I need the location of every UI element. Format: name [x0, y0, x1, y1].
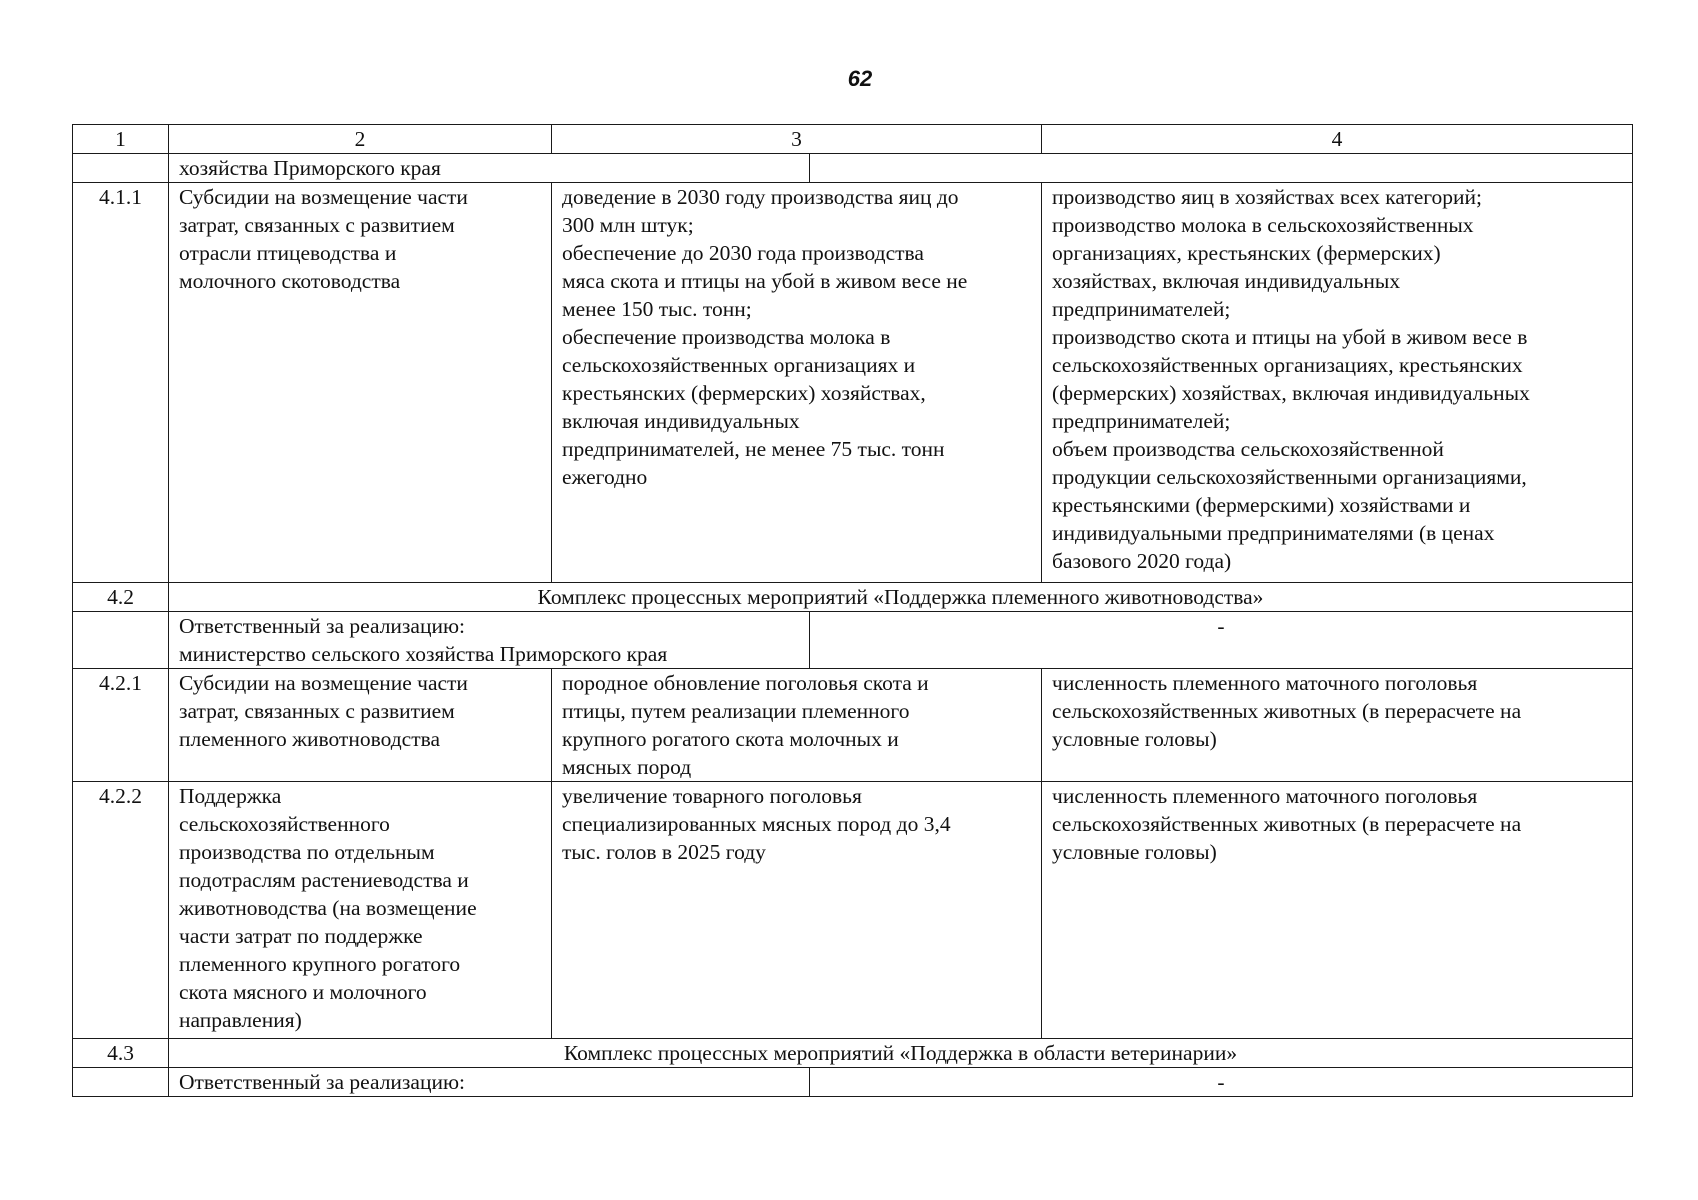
row-measure-name: Субсидии на возмещение части затрат, связанных с развитием племенного животноводства — [169, 669, 552, 782]
table-row — [73, 669, 1633, 782]
responsible-row-4-3 — [73, 1068, 1633, 1097]
row-number: 4.2.2 — [73, 782, 169, 1039]
responsible-num-cell — [73, 612, 169, 669]
section-title: Комплекс процессных мероприятий «Поддержка в области ветеринарии» — [169, 1039, 1633, 1068]
section-number: 4.3 — [73, 1039, 169, 1068]
continuation-num-cell — [73, 154, 169, 183]
row-goals: породное обновление поголовья скота и птицы, путем реализации племенного крупного рогатого скота молочных и мясных пород — [552, 669, 1042, 782]
responsible-value: - — [810, 612, 1633, 669]
responsible-num-cell — [73, 1068, 169, 1097]
responsible-row-4-2 — [73, 612, 1633, 669]
table-row — [73, 183, 1633, 583]
page-number — [0, 66, 1698, 92]
row-indicators: численность племенного маточного поголовья сельскохозяйственных животных (в перерасчете на условные головы) — [1042, 782, 1633, 1039]
section-row-4-2 — [73, 583, 1633, 612]
row-measure-name: Субсидии на возмещение части затрат, связанных с развитием отрасли птицеводства и молочного скотоводства — [169, 183, 552, 583]
row-indicators: численность племенного маточного поголовья сельскохозяйственных животных (в перерасчете на условные головы) — [1042, 669, 1633, 782]
measures-table — [72, 124, 1633, 1097]
section-number: 4.2 — [73, 583, 169, 612]
row-number: 4.1.1 — [73, 183, 169, 583]
responsible-value: - — [810, 1068, 1633, 1097]
column-header-4: 4 — [1042, 125, 1633, 154]
table-row — [73, 782, 1633, 1039]
table-row-continuation — [73, 154, 1633, 183]
continuation-empty-cell — [810, 154, 1633, 183]
row-indicators: производство яиц в хозяйствах всех категорий; производство молока в сельскохозяйственных организациях, крестьянских (фермерских) хозяйствах, включая индивидуальных предпринимателей; производство скота и птицы на убой в живом весе в сельскохозяйственных организациях, крестьянских (фермерских) хозяйствах, включая индивидуальных предпринимателей; объем производства сельскохозяйственной продукции сельскохозяйственными организациями, крестьянскими (фермерскими) хозяйствами и индивидуальными предпринимателями (в ценах базового 2020 года) — [1042, 183, 1633, 583]
section-title: Комплекс процессных мероприятий «Поддержка племенного животноводства» — [169, 583, 1633, 612]
column-header-1: 1 — [73, 125, 169, 154]
table-header-row — [73, 125, 1633, 154]
row-goals: доведение в 2030 году производства яиц до 300 млн штук; обеспечение до 2030 года производства мяса скота и птицы на убой в живом весе не менее 150 тыс. тонн; обеспечение производства молока в сельскохозяйственных организациях и крестьянских (фермерских) хозяйствах, включая индивидуальных предпринимателей, не менее 75 тыс. тонн ежегодно — [552, 183, 1042, 583]
column-header-3: 3 — [552, 125, 1042, 154]
row-goals: увеличение товарного поголовья специализированных мясных пород до 3,4 тыс. голов в 2025 году — [552, 782, 1042, 1039]
continuation-text: хозяйства Приморского края — [169, 154, 810, 183]
page-number-text: 62 — [847, 66, 873, 91]
column-header-2: 2 — [169, 125, 552, 154]
section-row-4-3 — [73, 1039, 1633, 1068]
row-number: 4.2.1 — [73, 669, 169, 782]
row-measure-name: Поддержка сельскохозяйственного производства по отдельным подотраслям растениеводства и животноводства (на возмещение части затрат по поддержке племенного крупного рогатого скота мясного и молочного направления) — [169, 782, 552, 1039]
responsible-label: Ответственный за реализацию: министерство сельского хозяйства Приморского края — [169, 612, 810, 669]
responsible-label: Ответственный за реализацию: — [169, 1068, 810, 1097]
